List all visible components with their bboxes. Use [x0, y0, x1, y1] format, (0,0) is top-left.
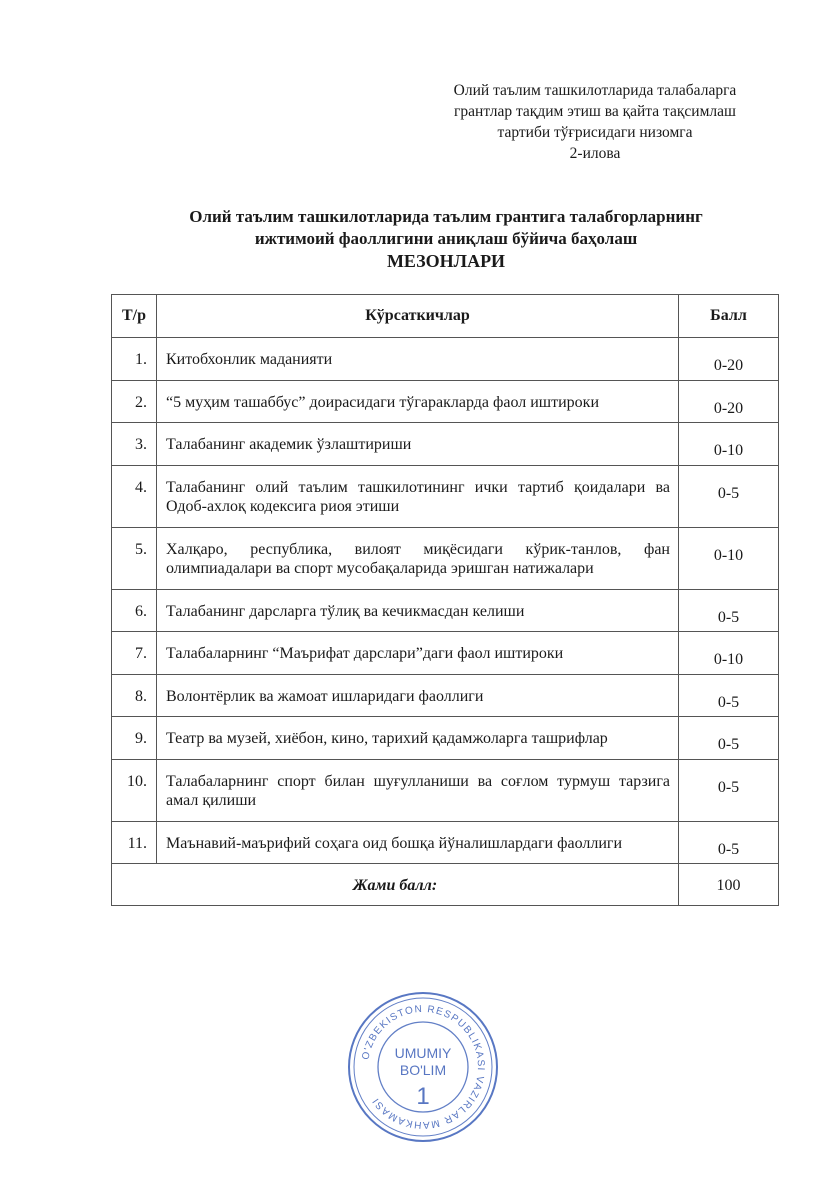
row-indicator: Талабанинг дарсларга тўлиқ ва кечикмасдан келиши — [157, 589, 679, 632]
total-label: Жами балл: — [112, 864, 679, 906]
table-row — [112, 380, 779, 423]
row-number: 11. — [112, 821, 157, 864]
row-number: 3. — [112, 423, 157, 466]
header-num: Т/р — [112, 295, 157, 338]
table-row — [112, 338, 779, 381]
row-indicator: Талабанинг олий таълим ташкилотининг ички тартиб қоидалари ва Одоб-ахлоқ кодексига риоя этиши — [157, 465, 679, 527]
title-line-1: Олий таълим ташкилотларида таълим грантига талабгорларнинг — [189, 207, 703, 226]
annex-line: тартиби тўғрисидаги низомга — [497, 124, 693, 141]
row-score: 0-5 — [679, 821, 779, 864]
table-header-row — [112, 295, 779, 338]
official-stamp — [346, 990, 500, 1144]
row-score: 0-5 — [679, 674, 779, 717]
row-indicator: Маънавий-маърифий соҳага оид бошқа йўналишлардаги фаоллиги — [157, 821, 679, 864]
row-number: 9. — [112, 717, 157, 760]
criteria-table — [111, 294, 779, 906]
table-row — [112, 589, 779, 632]
row-number: 8. — [112, 674, 157, 717]
row-score: 0-10 — [679, 632, 779, 675]
table-row — [112, 674, 779, 717]
row-indicator: Театр ва музей, хиёбон, кино, тарихий қадамжоларга ташрифлар — [157, 717, 679, 760]
row-score: 0-20 — [679, 380, 779, 423]
annex-number: 2-илова — [569, 145, 621, 162]
row-indicator: “5 муҳим ташаббус” доирасидаги тўгаракларда фаол иштироки — [157, 380, 679, 423]
title-line-2: ижтимоий фаоллигини аниқлаш бўйича баҳолаш — [254, 229, 638, 248]
document-title — [60, 206, 832, 272]
header-score: Балл — [679, 295, 779, 338]
row-number: 6. — [112, 589, 157, 632]
row-score: 0-5 — [679, 717, 779, 760]
row-number: 10. — [112, 759, 157, 821]
row-score: 0-5 — [679, 465, 779, 527]
row-number: 5. — [112, 527, 157, 589]
row-indicator: Талабанинг академик ўзлаштириши — [157, 423, 679, 466]
stamp-ring-textpath: O'ZBEKISTON RESPUBLIKASI VAZIRLAR MAHKAMASI — [360, 1003, 487, 1131]
row-score: 0-10 — [679, 423, 779, 466]
annex-note — [420, 80, 770, 164]
row-indicator: Талабаларнинг “Маърифат дарслари”даги фаол иштироки — [157, 632, 679, 675]
row-indicator: Волонтёрлик ва жамоат ишларидаги фаоллиги — [157, 674, 679, 717]
row-score: 0-5 — [679, 759, 779, 821]
stamp-line-1: UMUMIY — [394, 1045, 452, 1061]
row-indicator: Китобхонлик маданияти — [157, 338, 679, 381]
stamp-number: 1 — [416, 1083, 430, 1110]
row-score: 0-20 — [679, 338, 779, 381]
total-row — [112, 864, 779, 906]
table-row — [112, 821, 779, 864]
table-row — [112, 759, 779, 821]
annex-line: грантлар тақдим этиш ва қайта тақсимлаш — [454, 103, 736, 120]
row-number: 2. — [112, 380, 157, 423]
table-row — [112, 632, 779, 675]
row-number: 7. — [112, 632, 157, 675]
row-indicator: Талабаларнинг спорт билан шуғулланиши ва соғлом турмуш тарзига амал қилиши — [157, 759, 679, 821]
table-row — [112, 465, 779, 527]
row-score: 0-10 — [679, 527, 779, 589]
title-line-3: МЕЗОНЛАРИ — [386, 251, 506, 271]
row-number: 1. — [112, 338, 157, 381]
annex-line: Олий таълим ташкилотларида талабаларга — [453, 82, 737, 99]
row-number: 4. — [112, 465, 157, 527]
row-score: 0-5 — [679, 589, 779, 632]
table-row — [112, 717, 779, 760]
header-indicator: Кўрсаткичлар — [157, 295, 679, 338]
table-row — [112, 527, 779, 589]
row-indicator: Халқаро, республика, вилоят миқёсидаги кўрик-танлов, фан олимпиадалари ва спорт мусобақаларида эришган натижалари — [157, 527, 679, 589]
table-row — [112, 423, 779, 466]
total-value: 100 — [679, 864, 779, 906]
stamp-line-2: BO'LIM — [399, 1062, 447, 1078]
